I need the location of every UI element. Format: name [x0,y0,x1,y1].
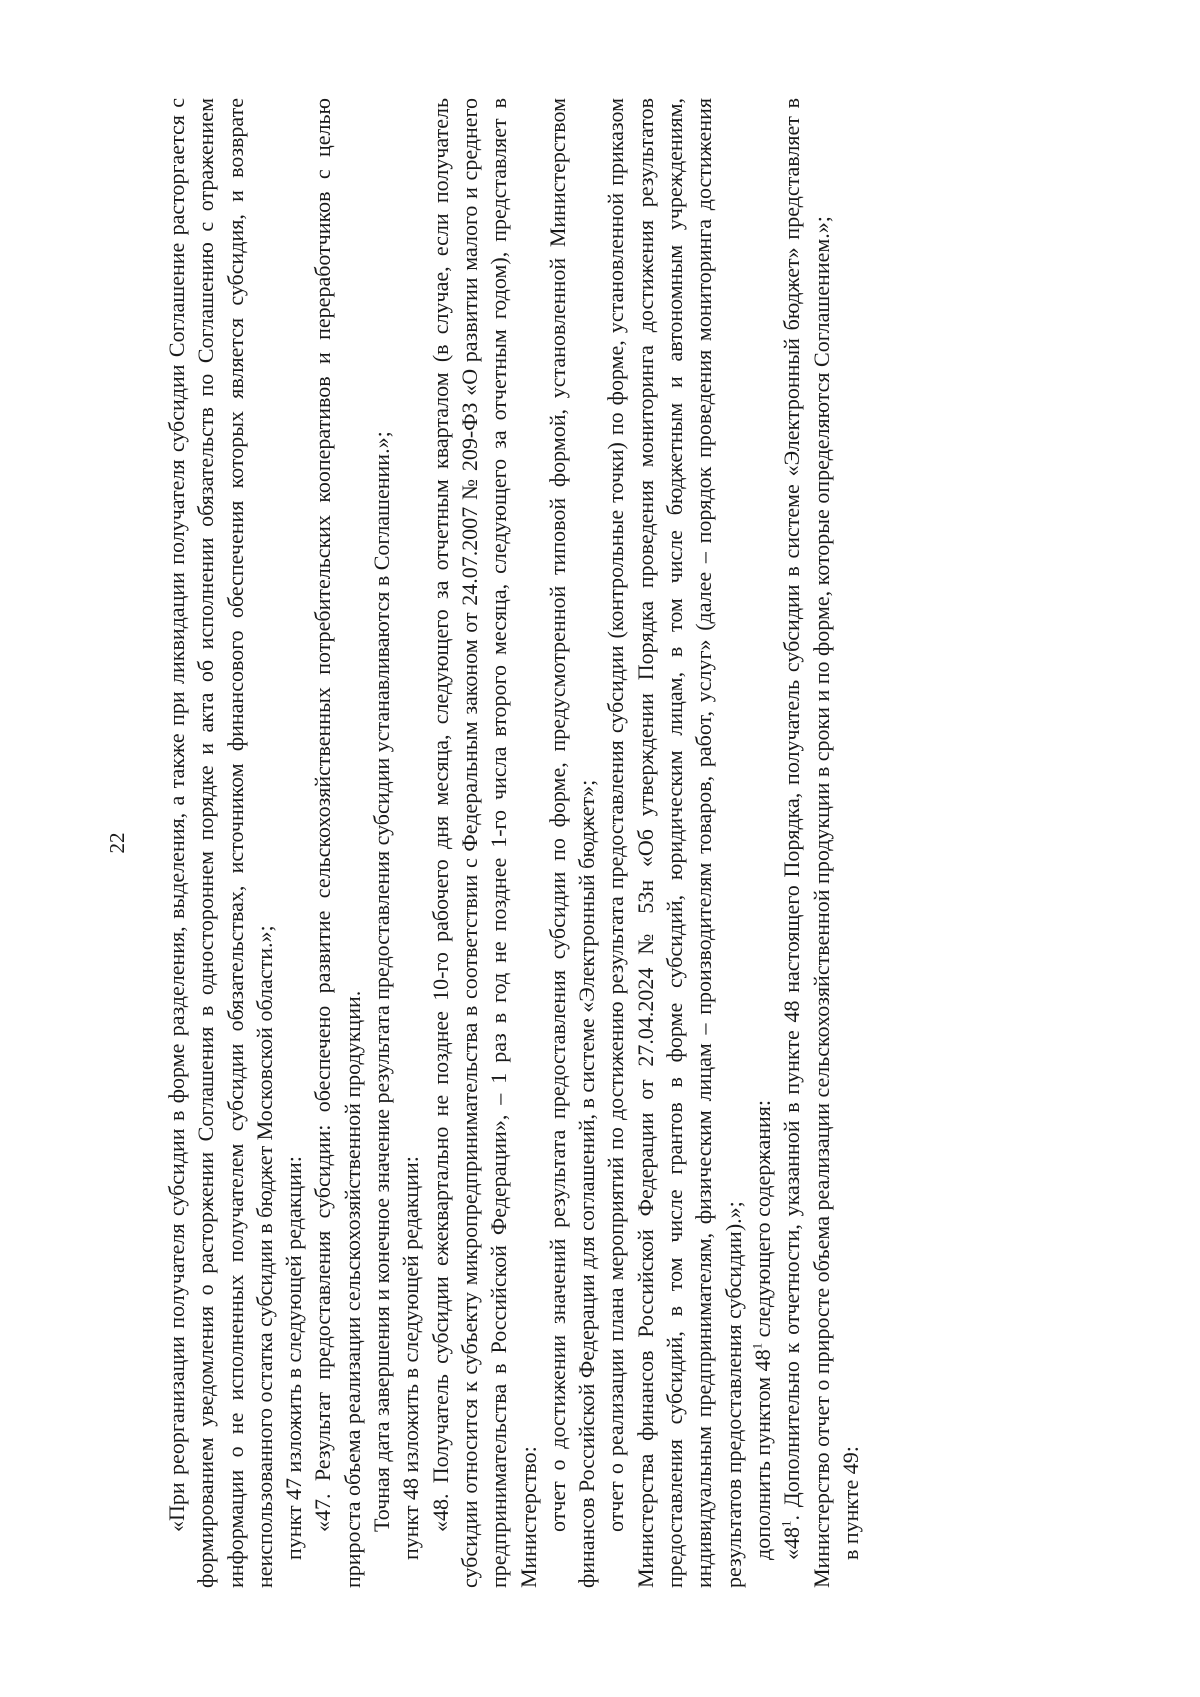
superscript: 1 [778,1520,794,1527]
paragraph: пункт 48 изложить в следующей редакции: [398,1156,424,1560]
paragraph-text: следующего содержания: [749,1100,775,1343]
paragraph [748,98,777,1588]
paragraph [777,98,836,1588]
paragraph-text: дополнить пунктом 48 [749,1349,775,1560]
paragraph-text: «48 [779,1527,805,1560]
paragraph: отчет о реализации плана мероприятий по достижению результата предоставления субсидии (контрольные точки) по форме, установленной приказом Министерства финансов Российской Федерации от 27.04.2024 № 53н «Об утверждении Порядка проведения мониторинга достижения результатов предоставления субсидий, в том числе грантов в форме субсидий, юридическим лицам, в том числе бюджетным и автономным учреждениям, индивидуальным предпринимателям, физическим лицам – производителям товаров, работ, услуг» (далее – порядок проведения мониторинга достижения результатов предоставления субсидии).»; [603,98,746,1588]
rotated-content [104,98,865,1588]
paragraph: пункт 47 изложить в следующей редакции: [281,1156,307,1560]
paragraph: «48. Получатель субсидии ежеквартально не позднее 10-го рабочего дня месяца, следующего за отчетным кварталом (в случае, если получатель субсидии относится к субъекту микропредпринимательства в соответствии с Федеральным законом от 24.07.2007 № 209-ФЗ «О развитии малого и среднего предпринимательства в Российской Федерации», – 1 раз в год не позднее 1-го числа второго месяца, следующего за отчетным годом), представляет в Министерство: [427,98,541,1588]
document-body [162,98,865,1588]
paragraph: «47. Результат предоставления субсидии: обеспечено развитие сельскохозяйственных потребительских кооперативов и переработчиков с целью прироста объема реализации сельскохозяйственной продукции. [310,98,365,1588]
paragraph: «При реорганизации получателя субсидии в форме разделения, выделения, а также при ликвидации получателя субсидии Соглашение расторгается с формированием уведомления о расторжении Соглашения в одностороннем порядке и акта об исполнении обязательств по Соглашению с отражением информации о не исполненных получателем субсидии обязательствах, источником финансового обеспечения которых является субсидия, и возврате неиспользованного остатка субсидии в бюджет Московской области.»; [164,98,277,1588]
superscript: 1 [749,1342,765,1350]
paragraph: Точная дата завершения и конечное значение результата предоставления субсидии устанавливаются в Соглашении.»; [369,431,395,1532]
page-number: 22 [105,832,129,854]
paragraph: отчет о достижении значений результата предоставления субсидии по форме, предусмотренной типовой формой, установленной Министерством финансов Российской Федерации для соглашений, в системе «Электронный бюджет»; [544,98,600,1588]
paragraph: в пункте 49: [837,1446,863,1560]
paragraph-text: . Дополнительно к отчетности, указанной в пункте 48 настоящего Порядка, получатель субсидии в системе «Электронный бюджет» представляет в Министерство отчет о приросте объема реализации сельскохозяйственной продукции в сроки и по форме, которые определяются Соглашением.»; [779,98,834,1588]
